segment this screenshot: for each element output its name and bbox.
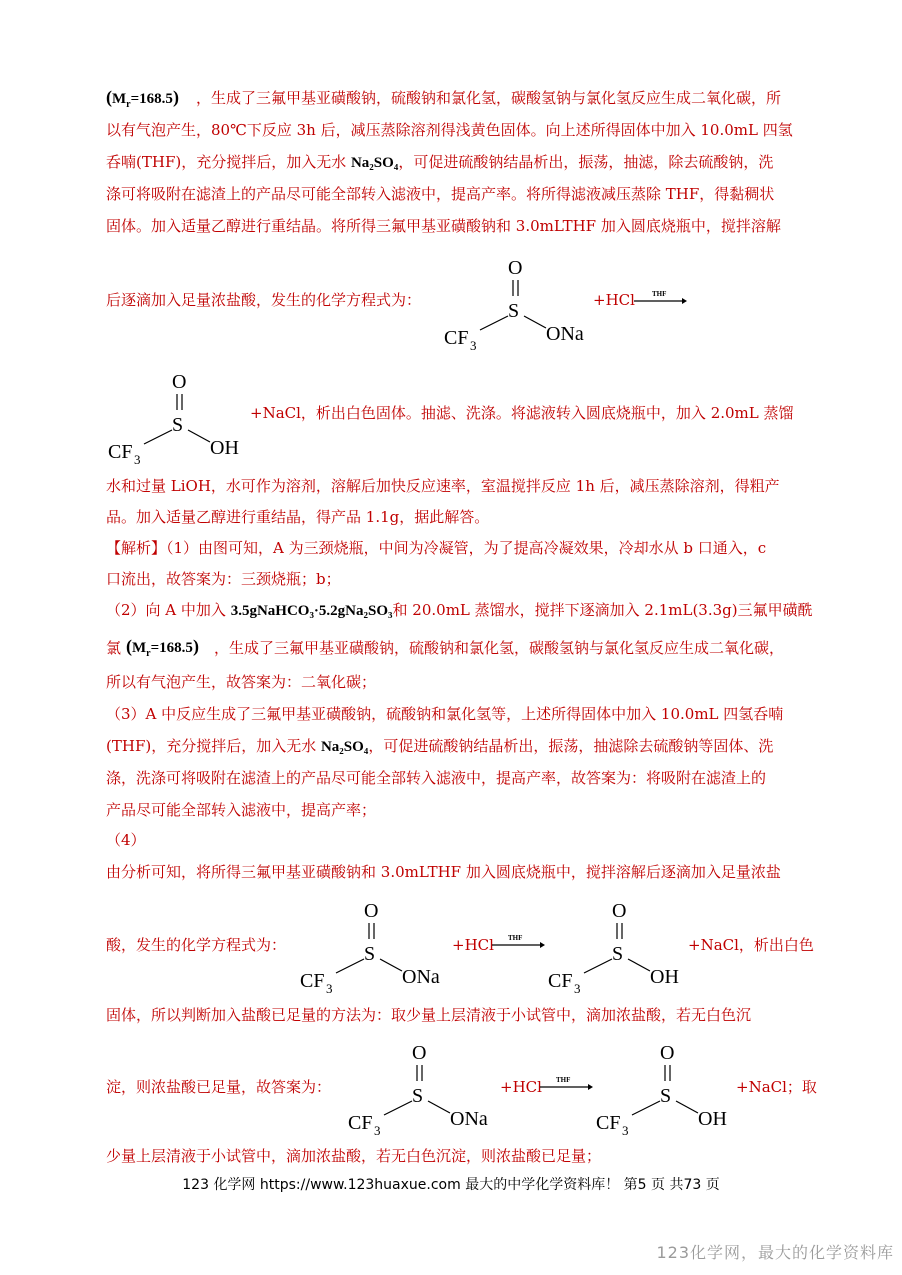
na2so4-formula: Na₂SO₄ (350, 155, 399, 171)
svg-text:CF: CF (348, 1112, 373, 1134)
svg-text:3: 3 (470, 338, 477, 352)
reaction-arrow (538, 1074, 594, 1094)
svg-text:ONa: ONa (402, 966, 440, 988)
reaction-arrow (632, 288, 688, 308)
svg-text:CF: CF (300, 970, 325, 992)
text-line: 由分析可知，将所得三氟甲基亚磺酸钠和 3.0mLTHF 加入圆底烧瓶中，搅拌溶解后逐滴加入足量浓盐 (106, 863, 781, 881)
svg-text:3: 3 (134, 452, 141, 466)
text-line: 后逐滴加入足量浓盐酸，发生的化学方程式为： (106, 291, 422, 309)
text-line: 固体。加入适量乙醇进行重结晶。将所得三氟甲基亚磺酸钠和 3.0mLTHF 加入圆底烧瓶中，搅拌溶解 (106, 217, 781, 235)
text-line: 涤，洗涤可将吸附在滤渣上的产品尽可能全部转入滤液中，提高产率，故答案为：将吸附在滤渣上的 (106, 769, 767, 787)
cf3so2na-structure (440, 252, 600, 352)
svg-text:OH: OH (698, 1108, 727, 1130)
svg-text:CF: CF (548, 970, 573, 992)
svg-text:S: S (364, 943, 376, 965)
text-line: 品。加入适量乙醇进行重结晶，得产品 1.1g，据此解答。 (106, 508, 490, 526)
svg-text:S: S (660, 1085, 672, 1107)
text-line: +NaCl，析出白色固体。抽滤、洗涤。将滤液转入圆底烧瓶中，加入 2.0mL 蒸馏 (250, 404, 794, 422)
svg-text:CF: CF (596, 1112, 621, 1134)
cf3so2h-structure (104, 366, 254, 466)
text-line: 口流出，故答案为：三颈烧瓶；b； (106, 570, 341, 588)
svg-text:O: O (508, 257, 523, 279)
cf3so2na-structure (344, 1037, 504, 1137)
cf3so2h-structure (544, 895, 694, 995)
svg-text:CF: CF (444, 327, 469, 349)
svg-text:THF: THF (556, 1076, 571, 1084)
svg-text:OH: OH (210, 437, 239, 459)
text-line: （2）向 A 中加入 3.5gNaHCO₃·5.2gNa₂SO₃和 20.0mL 蒸馏水，搅拌下逐滴加入 2.1mL(3.3g)三氟甲磺酰 (106, 601, 813, 619)
text-line: 少量上层清液于小试管中，滴加浓盐酸，若无白色沉淀，则浓盐酸已足量； (106, 1147, 602, 1165)
text-line: +NaCl；取 (736, 1078, 817, 1096)
hcl-label: +HCl (593, 291, 635, 309)
svg-text:ONa: ONa (450, 1108, 488, 1130)
svg-text:O: O (660, 1042, 675, 1064)
cf3so2na-structure (296, 895, 456, 995)
text-line: 涤可将吸附在滤渣上的产品尽可能全部转入滤液中，提高产率。将所得滤液减压蒸除 THF，得黏稠状 (106, 185, 775, 203)
text-line: （3）A 中反应生成了三氟甲基亚磺酸钠，硫酸钠和氯化氢等，上述所得固体中加入 10.0mL 四氢呑喃 (106, 705, 784, 723)
svg-text:CF: CF (108, 441, 133, 463)
svg-text:THF: THF (508, 934, 523, 942)
text-line: 以有气泡产生，80℃下反应 3h 后，减压蒸除溶剂得浅黄色固体。向上述所得固体中加入 10.0mL 四氢 (106, 121, 793, 139)
na2so4-formula: Na₂SO₄ (320, 739, 369, 755)
site-watermark: 123化学网，最大的化学资料库 (656, 1243, 894, 1262)
svg-text:OH: OH (650, 966, 679, 988)
text-line: 固体，所以判断加入盐酸已足量的方法为：取少量上层清液于小试管中，滴加浓盐酸，若无白色沉 (106, 1006, 752, 1024)
svg-text:S: S (412, 1085, 424, 1107)
text-line: (THF)，充分搅拌后，加入无水 Na₂SO₄，可促进硫酸钠结晶析出，振荡，抽滤除去硫酸钠等固体、洗 (106, 737, 774, 755)
text-line: ，生成了三氟甲基亚磺酸钠，硫酸钠和氯化氢，碳酸氢钠与氯化氢反应生成二氧化碳， (214, 639, 785, 657)
text-line: ，生成了三氟甲基亚磺酸钠，硫酸钠和氯化氢，碳酸氢钠与氯化氢反应生成二氧化碳，所 (196, 89, 782, 107)
svg-text:3: 3 (574, 981, 581, 995)
svg-text:ONa: ONa (546, 323, 584, 345)
text-line: +NaCl，析出白色 (688, 936, 814, 954)
svg-text:3: 3 (622, 1123, 629, 1137)
text-line: 呑喃(THF)，充分搅拌后，加入无水 Na₂SO₄，可促进硫酸钠结晶析出，振荡，抽滤，除去硫酸钠，洗 (106, 153, 774, 171)
svg-text:S: S (508, 300, 520, 322)
text-line: 氯 (106, 639, 122, 657)
svg-text:O: O (364, 900, 379, 922)
svg-text:3: 3 (374, 1123, 381, 1137)
svg-text:THF: THF (652, 290, 667, 298)
text-line: 酸，发生的化学方程式为： (106, 936, 287, 954)
page-footer: 123 化学网 https://www.123huaxue.com 最大的中学化学资料库！ 第5 页 共73 页 (182, 1177, 720, 1193)
hcl-label: +HCl (452, 936, 494, 954)
svg-text:3: 3 (326, 981, 333, 995)
analysis-line: 【解析】（1）由图可知，A 为三颈烧瓶，中间为冷凝管，为了提高冷凝效果，冷却水从 b 口通入，c (106, 539, 767, 557)
mr-formula: $(M_r=168.5)$ (126, 636, 199, 659)
text-line: 产品尽可能全部转入滤液中，提高产率； (106, 801, 377, 819)
hcl-label: +HCl (500, 1078, 542, 1096)
svg-text:O: O (612, 900, 627, 922)
svg-text:O: O (412, 1042, 427, 1064)
analysis-tag: 【解析】 (106, 539, 167, 557)
svg-text:S: S (612, 943, 624, 965)
svg-text:O: O (172, 371, 187, 393)
text-line: 水和过量 LiOH，水可作为溶剂，溶解后加快反应速率，室温搅拌反应 1h 后，减压蒸除溶剂，得粗产 (106, 477, 780, 495)
text-line: 所以有气泡产生，故答案为：二氧化碳； (106, 673, 377, 691)
reagent-formula: 3.5gNaHCO₃·5.2gNa₂SO₃ (230, 603, 393, 619)
svg-text:S: S (172, 414, 184, 436)
cf3so2h-structure (592, 1037, 742, 1137)
text-line: 淀，则浓盐酸已足量，故答案为： (106, 1078, 332, 1096)
text-line: （4） (106, 831, 146, 849)
mr-formula: $(M_r=168.5)$ (106, 87, 179, 110)
reaction-arrow (490, 932, 546, 952)
